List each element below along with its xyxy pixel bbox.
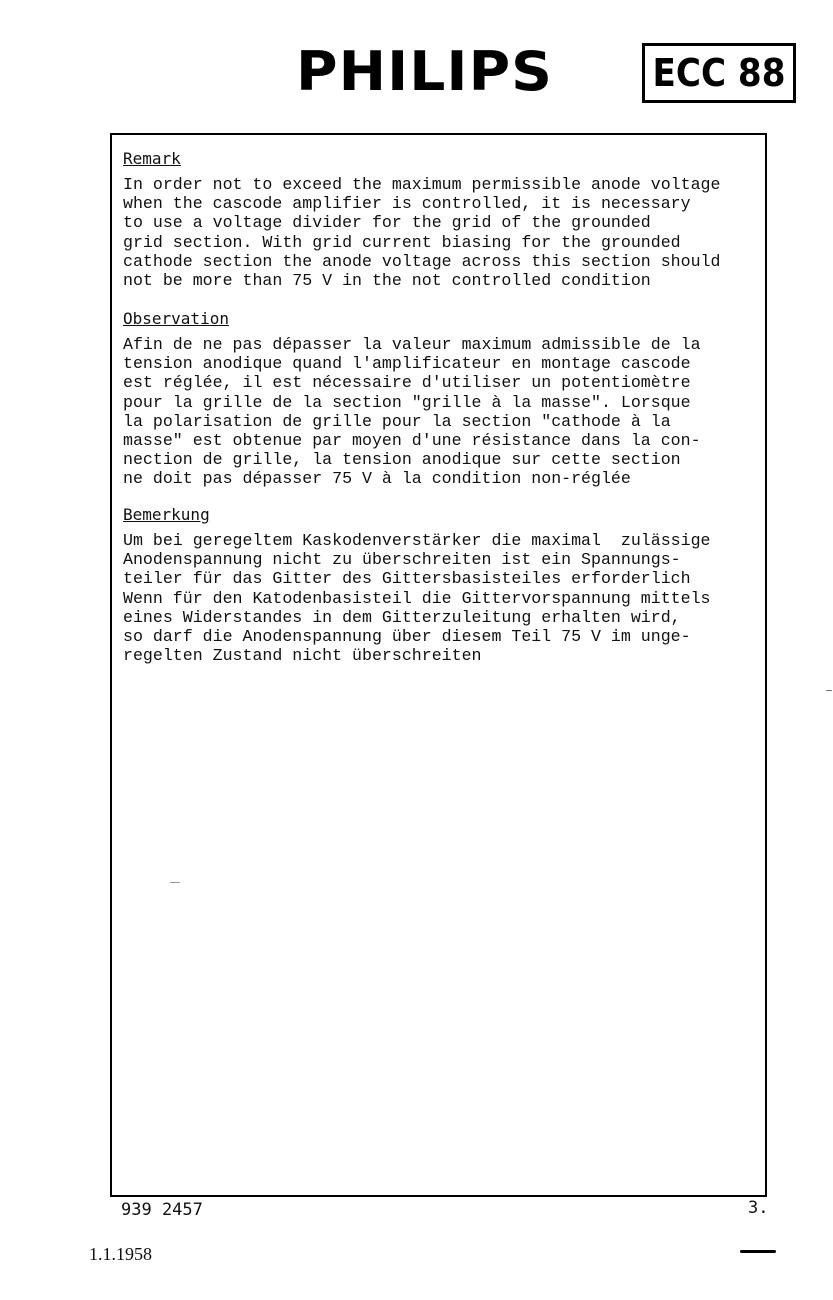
remark-text: In order not to exceed the maximum permissible anode voltage when the cascode amplifier is controlled, it is necessary to use a voltage divider for the grid of the grounded grid section. With grid current biasing for the grounded cathode section the anode voltage across this section should not be more than 75 V in the not controlled condition [123, 175, 721, 291]
content-frame [110, 133, 767, 1197]
continuation-dash [740, 1250, 776, 1253]
page-number: 3. [748, 1198, 769, 1218]
brand-logo: PHILIPS [296, 40, 554, 103]
scan-speck [170, 882, 180, 883]
bemerkung-section [123, 505, 763, 665]
document-code: 939 2457 [121, 1200, 203, 1220]
observation-heading: Observation [123, 309, 229, 328]
issue-date: 1.1.1958 [89, 1244, 152, 1264]
observation-section [123, 309, 763, 489]
remark-heading: Remark [123, 149, 181, 168]
observation-text: Afin de ne pas dépasser la valeur maximum admissible de la tension anodique quand l'amplificateur en montage cascode est réglée, il est nécessaire d'utiliser un potentiomètre pour la grille de la section "grille à la masse". Lorsque la polarisation de grille pour la section "cathode à la masse" est obtenue par moyen d'une résistance dans la con- nection de grille, la tension anodique sur cette section ne doit pas dépasser 75 V à la condition non-réglée [123, 335, 701, 489]
scan-speck [826, 690, 832, 691]
remark-section [123, 149, 763, 290]
bemerkung-heading: Bemerkung [123, 505, 210, 524]
tube-type-box: ECC 88 [642, 43, 796, 103]
bemerkung-text: Um bei geregeltem Kaskodenverstärker die maximal zulässige Anodenspannung nicht zu überschreiten ist ein Spannungs- teiler für das Gitter des Gittersbasisteiles erforderlich Wenn für den Katodenbasisteil die Gittervorspannung mittels eines Widerstandes in dem Gitterzuleitung erhalten wird, so darf die Anodenspannung über diesem Teil 75 V im unge- regelten Zustand nicht überschreiten [123, 531, 711, 666]
